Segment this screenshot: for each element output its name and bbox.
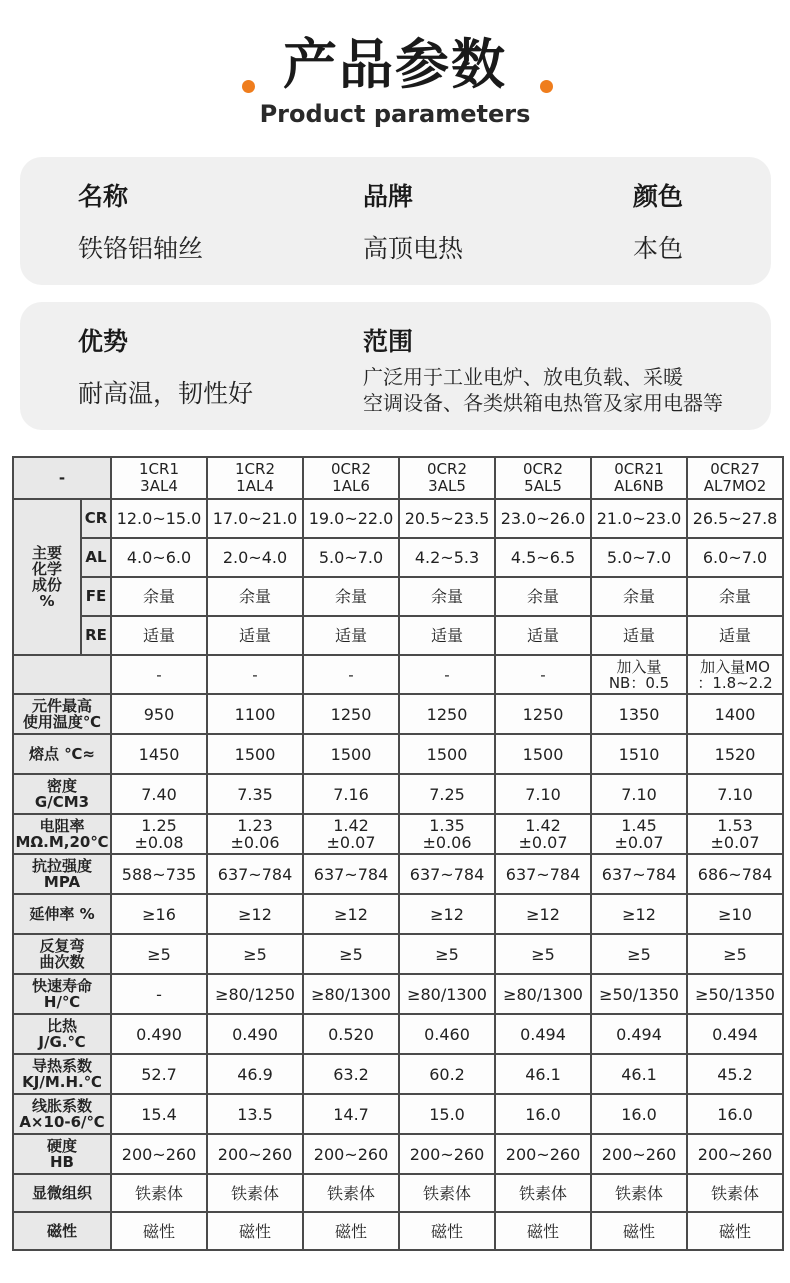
table-cell: ≥16 [111,894,207,934]
table-cell: 7.25 [399,774,495,814]
element-label: AL [81,538,111,577]
table-row [13,974,783,1014]
scope-line-1: 广泛用于工业电炉、放电负载、采暖 [363,365,683,389]
table-cell: 7.10 [687,774,783,814]
grade-header: 0CR2 1AL6 [303,457,399,499]
table-cell: 20.5~23.5 [399,499,495,538]
table-row [13,894,783,934]
table-cell: 26.5~27.8 [687,499,783,538]
scope-line-2: 空调设备、各类烘箱电热管及家用电器等 [363,391,723,415]
table-cell: 15.0 [399,1094,495,1134]
table-cell: 5.0~7.0 [591,538,687,577]
table-cell: ≥80/1300 [495,974,591,1014]
table-row [13,538,783,577]
advantage-value: 耐高温，韧性好 [78,379,254,408]
table-cell: - [399,655,495,694]
property-label: 延伸率 % [13,894,111,934]
table-cell: 23.0~26.0 [495,499,591,538]
property-label: 线胀系数 A×10-6/℃ [13,1094,111,1134]
table-cell: - [207,655,303,694]
table-cell: 637~784 [399,854,495,894]
name-label: 名称 [78,182,129,211]
header [0,0,790,140]
table-row [13,1014,783,1054]
table-cell: 余量 [687,577,783,616]
table-cell: 15.4 [111,1094,207,1134]
table-header-row [13,457,783,499]
table-cell: 46.1 [495,1054,591,1094]
table-row [13,694,783,734]
table-cell: 适量 [687,616,783,655]
table-cell: 1100 [207,694,303,734]
table-row [13,1094,783,1134]
table-cell: 1250 [495,694,591,734]
grade-header: 0CR2 5AL5 [495,457,591,499]
table-row [13,1212,783,1250]
table-cell: 1450 [111,734,207,774]
advantage-card [20,302,771,430]
table-cell: ≥5 [399,934,495,974]
table-cell: 1.42 ±0.07 [303,814,399,854]
table-cell: 1.23 ±0.06 [207,814,303,854]
table-cell: ≥12 [495,894,591,934]
table-cell: 0.494 [495,1014,591,1054]
table-cell: 1500 [207,734,303,774]
property-label: 导热系数 KJ/M.H.℃ [13,1054,111,1094]
table-cell: 铁素体 [495,1174,591,1212]
grade-header: 1CR1 3AL4 [111,457,207,499]
table-cell: 1250 [303,694,399,734]
table-cell: ≥12 [207,894,303,934]
table-cell: 加入量 NB：0.5 [591,655,687,694]
table-cell: 637~784 [591,854,687,894]
table-cell: 余量 [303,577,399,616]
table-cell: 16.0 [591,1094,687,1134]
right-accent-dot [540,80,553,93]
table-cell: 7.10 [591,774,687,814]
property-label: 熔点 ℃≈ [13,734,111,774]
table-cell: ≥5 [111,934,207,974]
table-cell: ≥5 [303,934,399,974]
table-row [13,655,783,694]
table-row [13,1054,783,1094]
table-cell: 1500 [495,734,591,774]
table-cell: 磁性 [495,1212,591,1250]
grade-header: 1CR2 1AL4 [207,457,303,499]
property-label: 抗拉强度 MPA [13,854,111,894]
table-cell: 637~784 [495,854,591,894]
table-cell: 7.40 [111,774,207,814]
table-cell: 1.53 ±0.07 [687,814,783,854]
table-cell: 13.5 [207,1094,303,1134]
table-cell: 适量 [495,616,591,655]
scope-label: 范围 [363,327,414,356]
table-cell: 588~735 [111,854,207,894]
table-cell: 适量 [399,616,495,655]
table-cell: 46.9 [207,1054,303,1094]
chem-extra-label [13,655,111,694]
table-row [13,577,783,616]
table-cell: ≥5 [495,934,591,974]
element-label: RE [81,616,111,655]
table-cell: 磁性 [303,1212,399,1250]
table-cell: 余量 [207,577,303,616]
advantage-label: 优势 [78,327,129,356]
color-value: 本色 [633,234,684,263]
table-cell: 磁性 [207,1212,303,1250]
spec-table [12,456,784,1251]
table-cell: 铁素体 [303,1174,399,1212]
table-cell: 16.0 [495,1094,591,1134]
table-cell: - [111,655,207,694]
table-cell: ≥80/1300 [303,974,399,1014]
table-cell: 200~260 [207,1134,303,1174]
property-label: 磁性 [13,1212,111,1250]
table-cell: 17.0~21.0 [207,499,303,538]
property-label: 元件最高 使用温度℃ [13,694,111,734]
table-cell: 7.35 [207,774,303,814]
table-cell: ≥50/1350 [687,974,783,1014]
table-cell: ≥5 [591,934,687,974]
table-cell: ≥12 [399,894,495,934]
table-cell: 63.2 [303,1054,399,1094]
table-cell: 0.494 [591,1014,687,1054]
table-cell: 2.0~4.0 [207,538,303,577]
table-cell: - [111,974,207,1014]
element-label: CR [81,499,111,538]
table-cell: ≥5 [207,934,303,974]
element-label: FE [81,577,111,616]
table-cell: 加入量MO ：1.8~2.2 [687,655,783,694]
property-label: 比热 J/G.℃ [13,1014,111,1054]
table-cell: - [303,655,399,694]
table-cell: 52.7 [111,1054,207,1094]
table-cell: 5.0~7.0 [303,538,399,577]
table-cell: ≥5 [687,934,783,974]
table-cell: 余量 [111,577,207,616]
grade-header: 0CR2 3AL5 [399,457,495,499]
table-cell: 0.520 [303,1014,399,1054]
table-cell: 0.460 [399,1014,495,1054]
table-cell: 0.494 [687,1014,783,1054]
table-cell: 铁素体 [399,1174,495,1212]
table-cell: 铁素体 [687,1174,783,1212]
table-cell: 0.490 [207,1014,303,1054]
table-cell: 200~260 [495,1134,591,1174]
table-cell: 19.0~22.0 [303,499,399,538]
page-subtitle: Product parameters [259,100,531,128]
property-label: 密度 G/CM3 [13,774,111,814]
table-row [13,814,783,854]
grade-header: 0CR21 AL6NB [591,457,687,499]
table-cell: 适量 [207,616,303,655]
table-cell: 1520 [687,734,783,774]
basic-info-card [20,157,771,285]
table-row [13,934,783,974]
table-cell: 21.0~23.0 [591,499,687,538]
table-cell: 铁素体 [591,1174,687,1212]
table-cell: 200~260 [399,1134,495,1174]
table-cell: 950 [111,694,207,734]
table-cell: 磁性 [111,1212,207,1250]
table-cell: 1250 [399,694,495,734]
brand-value: 高顶电热 [363,234,464,263]
table-cell: ≥12 [303,894,399,934]
table-cell: 4.2~5.3 [399,538,495,577]
table-cell: 686~784 [687,854,783,894]
table-row [13,616,783,655]
table-cell: 磁性 [687,1212,783,1250]
table-cell: 适量 [303,616,399,655]
color-label: 颜色 [633,182,684,211]
table-cell: 余量 [591,577,687,616]
table-cell: 16.0 [687,1094,783,1134]
table-cell: 7.16 [303,774,399,814]
table-cell: 1.45 ±0.07 [591,814,687,854]
table-cell: ≥12 [591,894,687,934]
property-label: 反复弯 曲次数 [13,934,111,974]
table-cell: 铁素体 [207,1174,303,1212]
table-cell: 1.35 ±0.06 [399,814,495,854]
table-cell: 1500 [399,734,495,774]
table-cell: 磁性 [399,1212,495,1250]
table-row [13,774,783,814]
table-cell: 适量 [591,616,687,655]
table-cell: 14.7 [303,1094,399,1134]
grade-header: 0CR27 AL7MO2 [687,457,783,499]
table-row [13,499,783,538]
table-cell: 200~260 [303,1134,399,1174]
table-cell: 4.0~6.0 [111,538,207,577]
table-cell: 6.0~7.0 [687,538,783,577]
table-cell: 637~784 [207,854,303,894]
table-cell: 12.0~15.0 [111,499,207,538]
table-cell: 60.2 [399,1054,495,1094]
table-cell: 1400 [687,694,783,734]
table-cell: 适量 [111,616,207,655]
brand-label: 品牌 [363,182,414,211]
table-cell: 1.25 ±0.08 [111,814,207,854]
table-cell: 46.1 [591,1054,687,1094]
table-cell: 7.10 [495,774,591,814]
table-cell: ≥80/1300 [399,974,495,1014]
table-cell: 余量 [495,577,591,616]
table-cell: 45.2 [687,1054,783,1094]
table-cell: 4.5~6.5 [495,538,591,577]
table-cell: 200~260 [687,1134,783,1174]
table-cell: 1510 [591,734,687,774]
page-title: 产品参数 [283,33,507,96]
table-corner: - [13,457,111,499]
table-row [13,1134,783,1174]
table-cell: 余量 [399,577,495,616]
table-cell: 磁性 [591,1212,687,1250]
table-row [13,854,783,894]
table-cell: 200~260 [111,1134,207,1174]
property-label: 电阻率 MΩ.M,20℃ [13,814,111,854]
table-cell: ≥10 [687,894,783,934]
property-label: 显微组织 [13,1174,111,1212]
name-value: 铁铬铝轴丝 [78,234,204,263]
table-cell: 0.490 [111,1014,207,1054]
table-cell: 1500 [303,734,399,774]
table-cell: 铁素体 [111,1174,207,1212]
table-cell: 1.42 ±0.07 [495,814,591,854]
table-cell: 1350 [591,694,687,734]
table-cell: ≥50/1350 [591,974,687,1014]
table-row [13,1174,783,1212]
table-cell: ≥80/1250 [207,974,303,1014]
table-cell: 200~260 [591,1134,687,1174]
chem-composition-label: 主要 化学 成份 % [13,499,81,655]
table-cell: - [495,655,591,694]
table-cell: 637~784 [303,854,399,894]
property-label: 硬度 HB [13,1134,111,1174]
table-row [13,734,783,774]
property-label: 快速寿命 H/℃ [13,974,111,1014]
